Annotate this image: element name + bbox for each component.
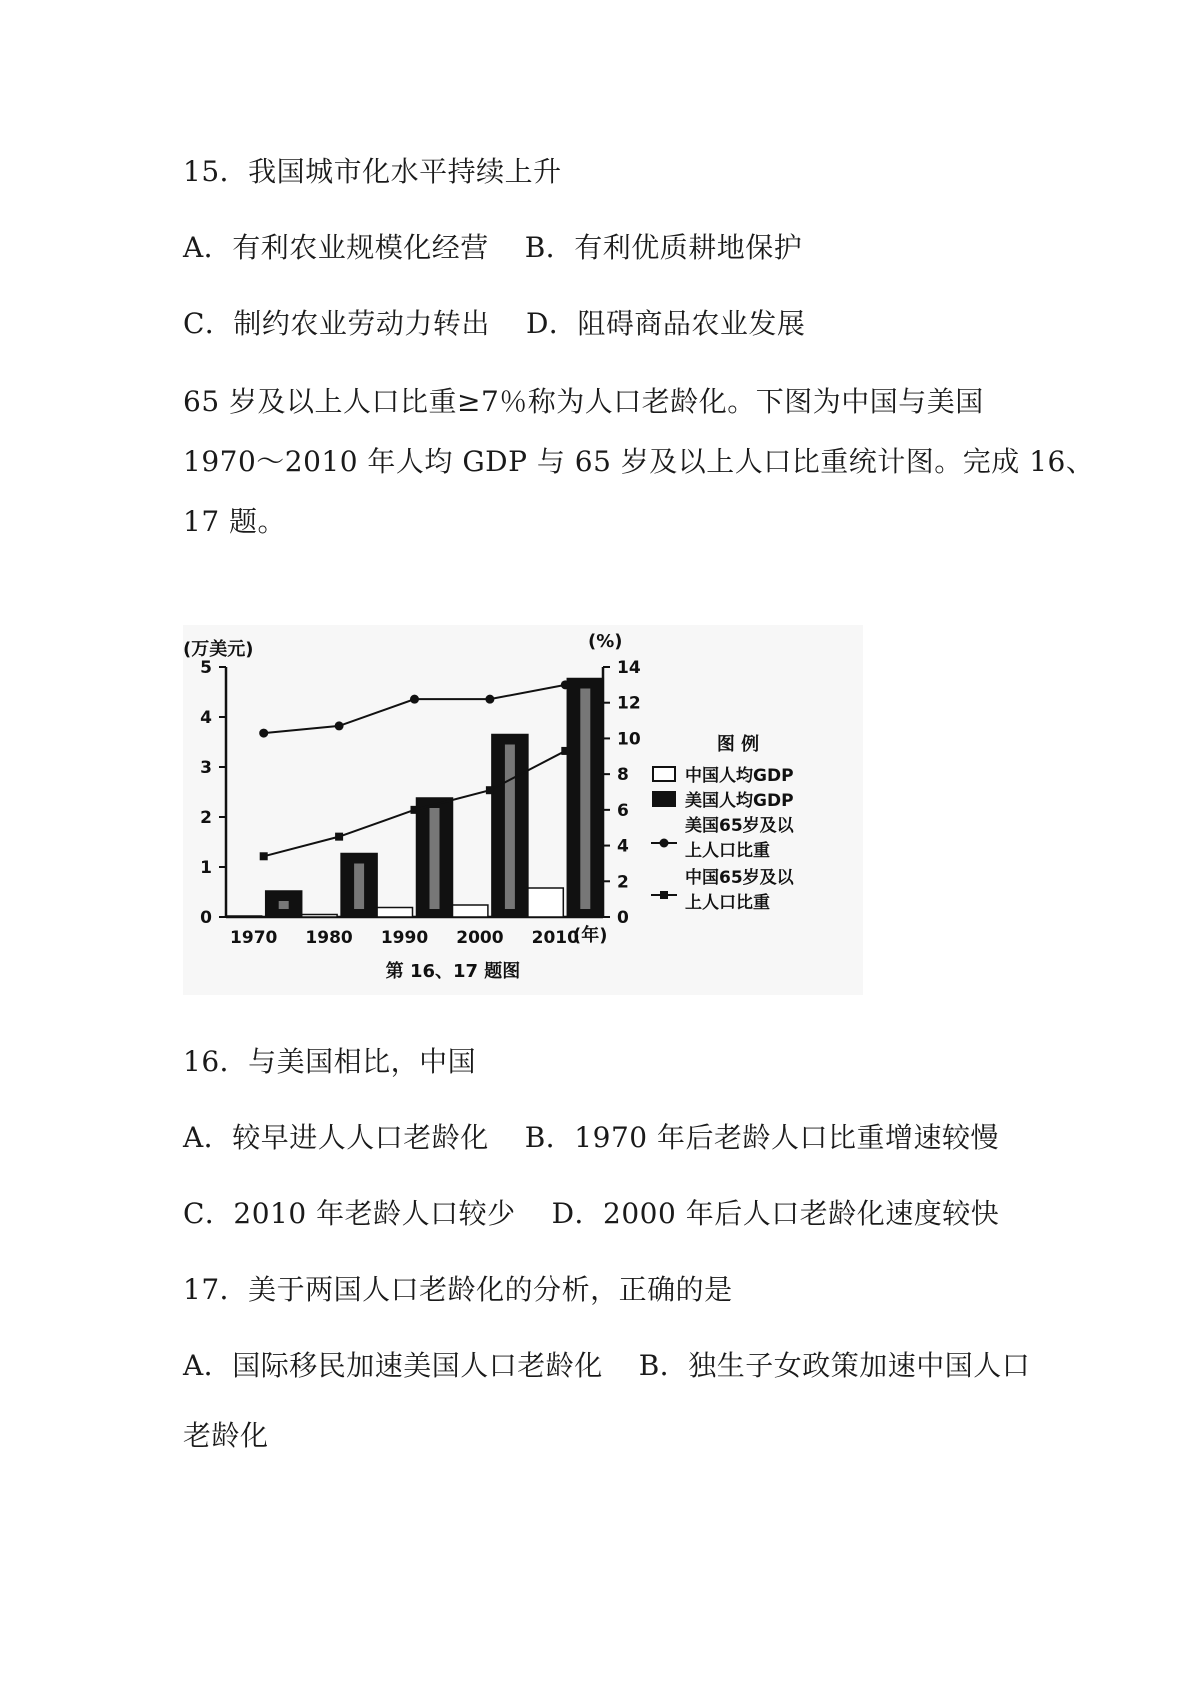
left-axis-tick-label: 5 (200, 658, 212, 678)
x-axis-unit: (年) (573, 925, 608, 946)
intro-line-2: 1970～2010 年人均 GDP 与 65 岁及以上人口比重统计图。完成 16、 (183, 445, 1095, 478)
legend-swatch-us-gdp (653, 792, 675, 806)
point-china-aging (486, 786, 494, 794)
figure-16-17 (183, 625, 863, 995)
question-16-option-a: A．较早进人人口老龄化 (183, 1121, 489, 1154)
left-axis-tick-label: 2 (200, 808, 212, 828)
question-16-options-row-1 (183, 1116, 999, 1156)
question-17-options-row-1 (183, 1344, 1030, 1384)
question-15-option-c: C．制约农业劳动力转出 (183, 307, 490, 340)
x-axis-tick-label: 1990 (380, 928, 429, 948)
question-15-stem: 15．我国城市化水平持续上升 (183, 155, 562, 188)
right-axis-tick-label: 8 (617, 765, 629, 786)
legend-title: 图 例 (716, 734, 760, 755)
question-16-option-d: D．2000 年后人口老龄化速度较快 (551, 1197, 1000, 1230)
bar-china-gdp (452, 905, 488, 917)
bar-us-gdp-texture (580, 689, 590, 910)
question-16-stem: 16．与美国相比，中国 (183, 1045, 477, 1078)
point-us-aging (485, 695, 494, 704)
question-15-options-row-2 (183, 302, 805, 342)
legend-label-china-aging-2: 上人口比重 (685, 893, 770, 913)
left-axis-tick-label: 0 (200, 908, 212, 928)
left-axis-tick-label: 3 (200, 758, 212, 778)
bar-china-gdp (301, 915, 337, 918)
question-16-option-c: C．2010 年老龄人口较少 (183, 1197, 516, 1230)
point-china-aging (561, 747, 569, 755)
bar-us-gdp-texture (505, 745, 515, 910)
question-15-option-d: D．阻碍商品农业发展 (525, 307, 806, 340)
bar-china-gdp (377, 908, 413, 918)
point-china-aging (411, 806, 419, 814)
question-17-option-b: B．独生子女政策加速中国人口 (638, 1349, 1031, 1382)
point-china-aging (260, 852, 268, 860)
x-axis-tick-label: 1970 (230, 928, 278, 948)
point-us-aging (259, 729, 268, 738)
intro-line-1: 65 岁及以上人口比重≥7％称为人口老龄化。下图为中国与美国 (183, 385, 984, 418)
left-axis-tick-label: 4 (200, 708, 212, 728)
legend-swatch-china-gdp (653, 767, 675, 781)
bar-china-gdp (527, 888, 563, 917)
legend-label-us-aging-2: 上人口比重 (685, 841, 770, 861)
question-15-options-row-1 (183, 226, 802, 266)
legend-label-us-aging-1: 美国65岁及以 (685, 816, 794, 836)
bar-us-gdp-texture (354, 864, 364, 910)
bar-us-gdp-texture (430, 808, 440, 909)
right-axis-tick-label: 12 (617, 693, 641, 714)
right-axis-tick-label: 14 (617, 658, 641, 678)
legend-label-us-gdp: 美国人均GDP (685, 791, 794, 811)
question-17-stem: 17．美于两国人口老龄化的分析，正确的是 (183, 1273, 733, 1306)
question-16-options-row-2 (183, 1192, 999, 1232)
right-axis-tick-label: 6 (617, 800, 629, 821)
question-17-option-b-continued: 老龄化 (183, 1419, 269, 1452)
figure-caption: 第 16、17 题图 (385, 961, 521, 982)
question-15-option-a: A．有利农业规模化经营 (183, 231, 489, 264)
intro-line-3: 17 题。 (183, 505, 287, 538)
question-16-option-b: B．1970 年后老龄人口比重增速较慢 (524, 1121, 999, 1154)
legend-label-china-aging-1: 中国65岁及以 (685, 868, 794, 888)
right-axis-tick-label: 4 (617, 836, 629, 857)
point-us-aging (410, 695, 419, 704)
legend-marker-us-aging (660, 839, 669, 848)
right-axis-tick-label: 2 (617, 872, 629, 893)
point-us-aging (561, 680, 570, 689)
x-axis-tick-label: 2000 (456, 928, 504, 948)
bar-us-gdp-texture (279, 901, 289, 909)
left-axis-unit: (万美元) (183, 639, 254, 660)
question-15-option-b: B．有利优质耕地保护 (524, 231, 803, 264)
legend-label-china-gdp: 中国人均GDP (685, 766, 794, 786)
bar-china-gdp (226, 916, 262, 917)
combo-chart (183, 625, 863, 995)
right-axis-tick-label: 0 (617, 908, 629, 928)
x-axis-tick-label: 2010 (531, 928, 579, 948)
question-17-option-a: A．国际移民加速美国人口老龄化 (183, 1349, 603, 1382)
right-axis-tick-label: 10 (617, 729, 641, 750)
left-axis-tick-label: 1 (200, 858, 212, 878)
point-us-aging (335, 721, 344, 730)
point-china-aging (335, 833, 343, 841)
legend-marker-china-aging (660, 891, 668, 899)
right-axis-unit: (%) (588, 631, 623, 652)
x-axis-tick-label: 1980 (305, 928, 353, 948)
